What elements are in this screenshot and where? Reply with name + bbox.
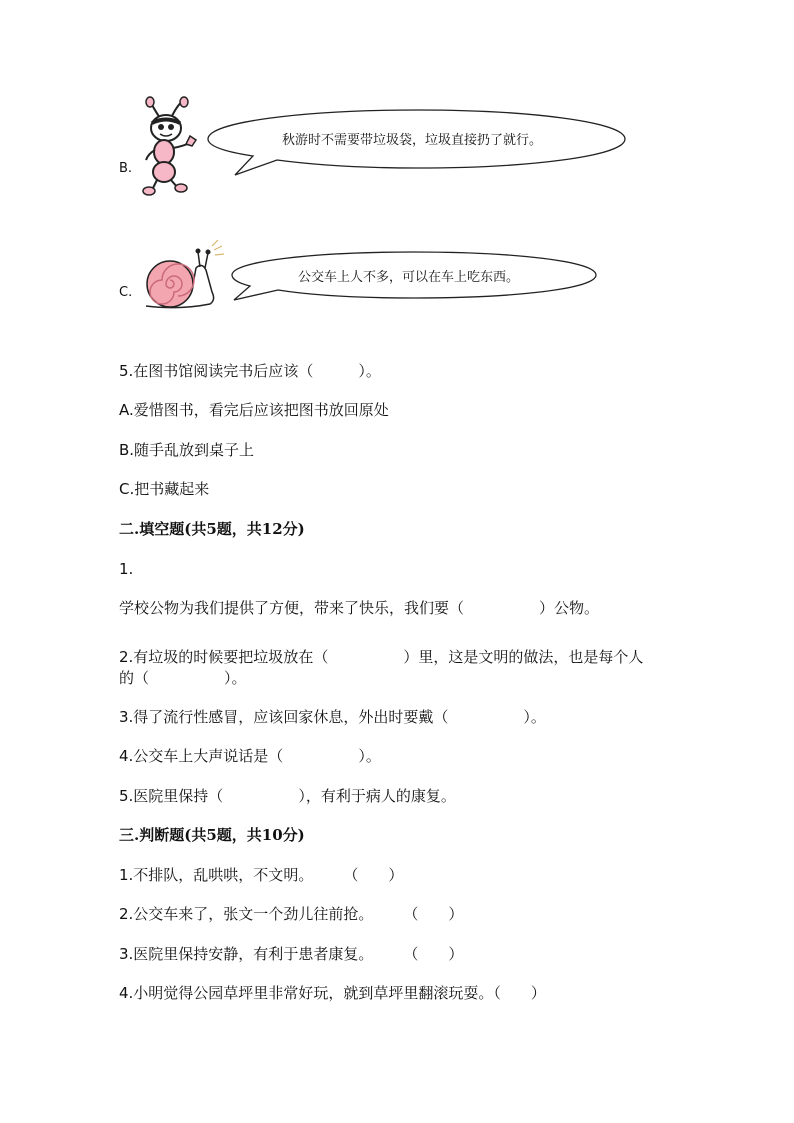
judge-question-4: 4.小明觉得公园草坪里非常好玩，就到草坪里翻滚玩耍。（ ） xyxy=(119,984,546,1002)
question-5-option-c: C.把书藏起来 xyxy=(119,480,210,498)
blank-question-2-line-2: 的（ ）。 xyxy=(119,669,247,687)
option-b-letter: B. xyxy=(119,161,133,176)
blank-question-4: 4.公交车上大声说话是（ ）。 xyxy=(119,747,381,765)
question-5-option-b: B.随手乱放到桌子上 xyxy=(119,441,255,459)
judge-question-2: 2.公交车来了，张文一个劲儿往前抢。 （ ） xyxy=(119,905,464,923)
speech-text-c: 公交车上人不多，可以在车上吃东西。 xyxy=(298,270,520,285)
blank-question-1-number: 1. xyxy=(119,560,134,578)
blank-question-3: 3.得了流行性感冒，应该回家休息，外出时要戴（ ）。 xyxy=(119,708,546,726)
blank-question-2-line-1: 2.有垃圾的时候要把垃圾放在（ ）里，这是文明的做法，也是每个人 xyxy=(119,648,644,666)
section-2-title: 二.填空题(共5题，共12分) xyxy=(119,520,305,538)
snail-icon xyxy=(140,240,230,314)
speech-text-b: 秋游时不需要带垃圾袋，垃圾直接扔了就行。 xyxy=(282,133,543,148)
ant-icon xyxy=(132,96,208,198)
blank-question-5: 5.医院里保持（ ），有利于病人的康复。 xyxy=(119,787,456,805)
judge-question-1: 1.不排队，乱哄哄，不文明。 （ ） xyxy=(119,866,404,884)
blank-question-1-text: 学校公物为我们提供了方便，带来了快乐，我们要（ ）公物。 xyxy=(119,599,600,617)
section-3-title: 三.判断题(共5题，共10分) xyxy=(119,826,305,844)
question-5-stem: 5.在图书馆阅读完书后应该（ ）。 xyxy=(119,362,381,380)
judge-question-3: 3.医院里保持安静，有利于患者康复。 （ ） xyxy=(119,945,464,963)
question-5-option-a: A.爱惜图书，看完后应该把图书放回原处 xyxy=(119,401,389,419)
option-c-letter: C. xyxy=(119,285,133,300)
